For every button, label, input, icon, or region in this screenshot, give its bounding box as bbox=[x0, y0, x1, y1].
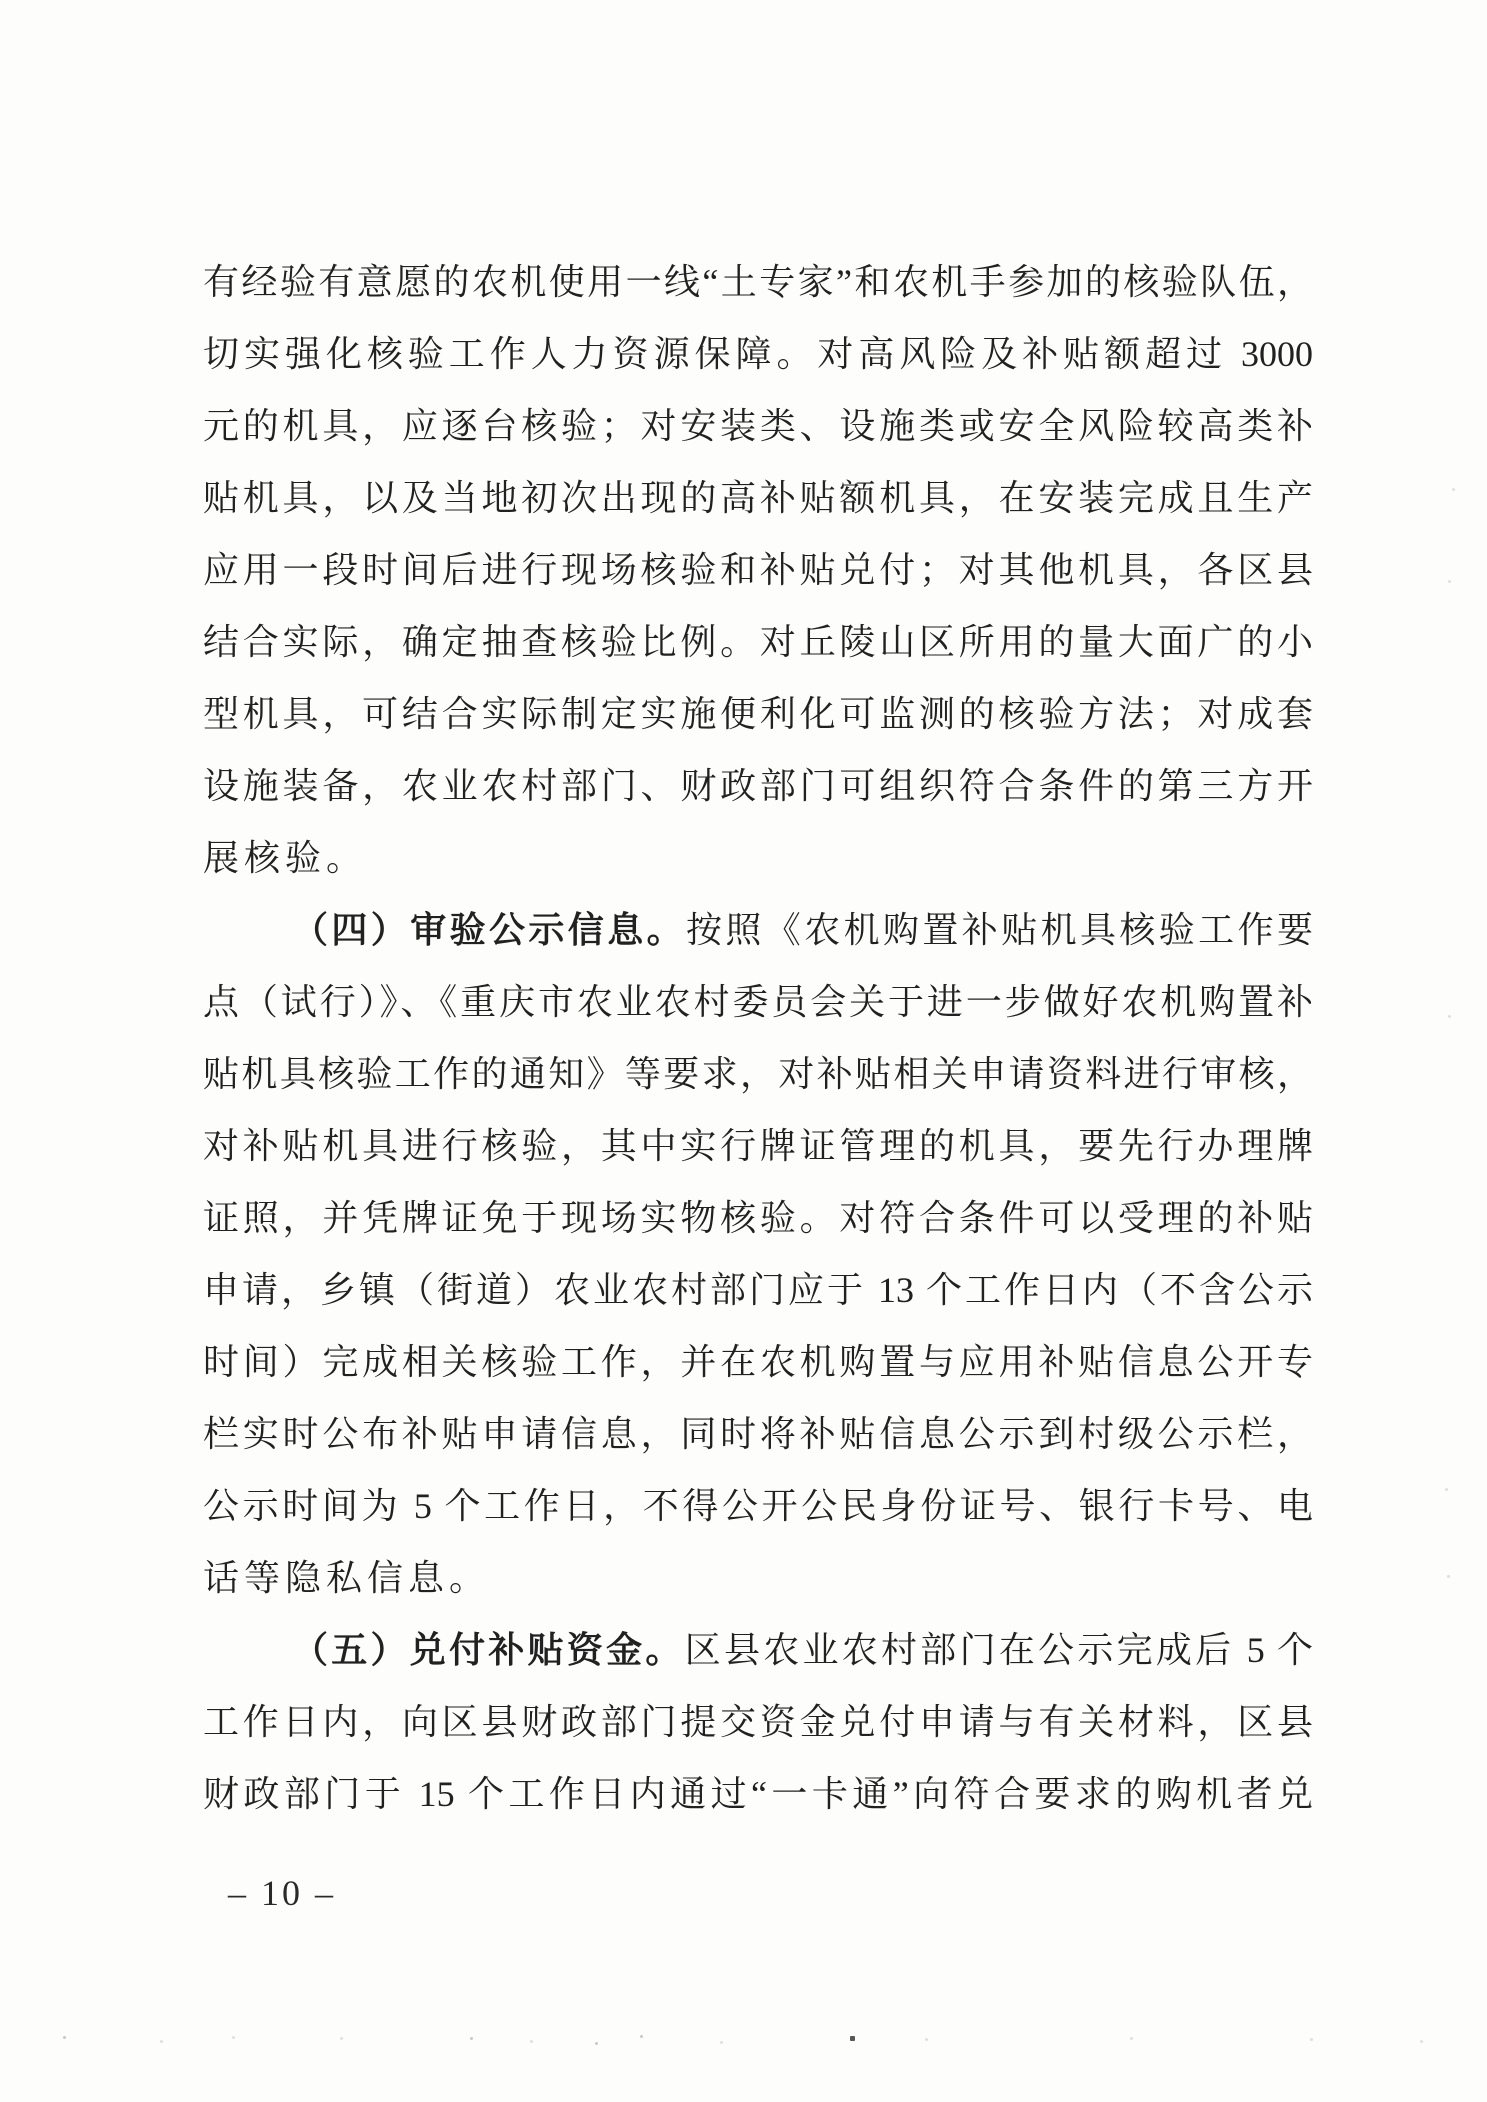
text-line: 展核验。 bbox=[203, 838, 368, 878]
text-line: 公示时间为 5 个工作日，不得公开公民身份证号、银行卡号、电 bbox=[203, 1486, 1313, 1526]
text-line: 设施装备，农业农村部门、财政部门可组织符合条件的第三方开 bbox=[203, 766, 1313, 806]
scan-artifact bbox=[63, 2036, 66, 2039]
scan-artifact bbox=[640, 2035, 643, 2038]
scan-artifact bbox=[1447, 1575, 1450, 1578]
page-number: – 10 – bbox=[228, 1873, 336, 1913]
subsection-heading: （四）审验公示信息。 bbox=[292, 910, 686, 950]
text-line: 栏实时公布补贴申请信息，同时将补贴信息公示到村级公示栏， bbox=[203, 1414, 1313, 1454]
scan-artifact bbox=[530, 2040, 533, 2043]
text-line: （四）审验公示信息。按照《农机购置补贴机具核验工作要 bbox=[292, 910, 1313, 950]
scan-artifact bbox=[925, 2038, 928, 2041]
scan-artifact bbox=[340, 2037, 343, 2040]
scan-artifact bbox=[1445, 1488, 1448, 1491]
text-line: 元的机具，应逐台核验；对安装类、设施类或安全风险较高类补 bbox=[203, 406, 1313, 446]
text-line: 应用一段时间后进行现场核验和补贴兑付；对其他机具，各区县 bbox=[203, 550, 1313, 590]
scan-artifact bbox=[1130, 2037, 1133, 2040]
text-line: 结合实际，确定抽查核验比例。对丘陵山区所用的量大面广的小 bbox=[203, 622, 1313, 662]
text-line: 对补贴机具进行核验，其中实行牌证管理的机具，要先行办理牌 bbox=[203, 1126, 1313, 1166]
scan-artifact bbox=[1448, 580, 1451, 583]
text-line: 财政部门于 15 个工作日内通过“一卡通”向符合要求的购机者兑 bbox=[203, 1774, 1313, 1814]
text-line: 切实强化核验工作人力资源保障。对高风险及补贴额超过 3000 bbox=[203, 334, 1313, 374]
text-line: 贴机具，以及当地初次出现的高补贴额机具，在安装完成且生产 bbox=[203, 478, 1313, 518]
scan-artifact bbox=[720, 2041, 723, 2044]
document-body bbox=[203, 246, 1313, 1830]
text-line: 点（试行）》、《重庆市农业农村委员会关于进一步做好农机购置补 bbox=[203, 982, 1313, 1022]
scan-artifact bbox=[232, 2036, 235, 2039]
text-line: 话等隐私信息。 bbox=[203, 1558, 491, 1598]
text-line: 申请，乡镇（街道）农业农村部门应于 13 个工作日内（不含公示 bbox=[203, 1270, 1313, 1310]
scan-artifact bbox=[160, 2040, 163, 2043]
scan-artifact bbox=[850, 2036, 855, 2041]
scan-artifact bbox=[470, 2037, 473, 2040]
text-line: 贴机具核验工作的通知》等要求，对补贴相关申请资料进行审核， bbox=[203, 1054, 1313, 1094]
text-line: 工作日内，向区县财政部门提交资金兑付申请与有关材料，区县 bbox=[203, 1702, 1313, 1742]
text-line: （五）兑付补贴资金。区县农业农村部门在公示完成后 5 个 bbox=[292, 1630, 1313, 1670]
text-line: 时间）完成相关核验工作，并在农机购置与应用补贴信息公开专 bbox=[203, 1342, 1313, 1382]
text-line: 证照，并凭牌证免于现场实物核验。对符合条件可以受理的补贴 bbox=[203, 1198, 1313, 1238]
scan-artifact bbox=[1310, 2038, 1313, 2041]
scan-artifact bbox=[1448, 1015, 1451, 1018]
scan-artifact bbox=[595, 2042, 598, 2045]
scan-artifact bbox=[1452, 488, 1455, 491]
subsection-heading: （五）兑付补贴资金。 bbox=[292, 1630, 685, 1670]
text-line: 型机具，可结合实际制定实施便利化可监测的核验方法；对成套 bbox=[203, 694, 1313, 734]
text-line: 有经验有意愿的农机使用一线“土专家”和农机手参加的核验队伍， bbox=[203, 262, 1313, 302]
scan-artifact bbox=[1420, 2040, 1423, 2043]
